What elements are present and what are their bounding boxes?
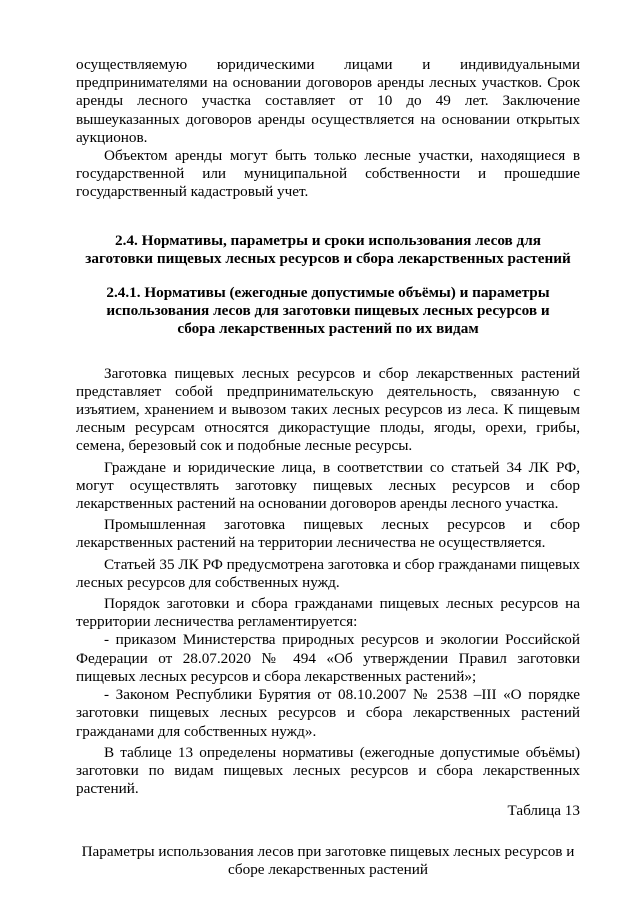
paragraph-lease-object: Объектом аренды могут быть только лесные участки, находящиеся в государственной или муниципальной собственности и прошедшие государственный кадастровый учет. (76, 147, 580, 201)
paragraph-article-35: Статьей 35 ЛК РФ предусмотрена заготовка и сбор гражданами пищевых лесных ресурсов для собственных нужд. (76, 555, 580, 591)
paragraph-citizens-rights: Граждане и юридические лица, в соответствии со статьей 34 ЛК РФ, могут осуществлять заготовку пищевых лесных ресурсов и сбор лекарственных растений на основании договоров аренды лесного участка. (76, 458, 580, 513)
list-item-ministry-order: - приказом Министерства природных ресурсов и экологии Российской Федерации от 28.07.2020 № 494 «Об утверждении Правил заготовки пищевых лесных ресурсов и сбора лекарственных растений»; (76, 631, 580, 685)
paragraph-lease-continuation: осуществляемую юридическими лицами и индивидуальными предпринимателями на основании договоров аренды лесных участков. Срок аренды лесного участка составляет от 10 до 49 лет. Заключение вышеуказанных договоров аренды осуществляется на основании открытых аукционов. (76, 56, 580, 146)
section-heading-2-4: 2.4. Нормативы, параметры и сроки использования лесов для заготовки пищевых лесных ресурсов и сбора лекарственных растений (85, 231, 571, 267)
paragraph-procedure: Порядок заготовки и сбора гражданами пищевых лесных ресурсов на территории лесничества регламентируется: (76, 595, 580, 631)
paragraph-industrial-harvesting: Промышленная заготовка пищевых лесных ресурсов и сбор лекарственных растений на территории лесничества не осуществляется. (76, 516, 580, 552)
section-heading-2-4-1: 2.4.1. Нормативы (ежегодные допустимые объёмы) и параметры использования лесов для заготовки пищевых лесных ресурсов и сбора лекарственных растений по их видам (106, 284, 550, 338)
table-title: Параметры использования лесов при заготовке пищевых лесных ресурсов и сборе лекарственных растений (81, 842, 575, 878)
paragraph-table-reference: В таблице 13 определены нормативы (ежегодные допустимые объёмы) заготовки по видам пищевых лесных ресурсов и сбора лекарственных растений. (76, 743, 580, 798)
paragraph-harvesting-definition: Заготовка пищевых лесных ресурсов и сбор лекарственных растений представляет собой предпринимательскую деятельность, связанную с изъятием, хранением и вывозом таких лесных ресурсов из леса. К пищевым лесным ресурсам относятся дикорастущие плоды, ягоды, орехи, грибы, семена, березовый сок и подобные лесные ресурсы. (76, 364, 580, 455)
list-item-buryatia-law: - Законом Республики Бурятия от 08.10.2007 № 2538 –III «О порядке заготовки пищевых лесных ресурсов и сбора лекарственных растений гражданами для собственных нужд». (76, 686, 580, 740)
table-label: Таблица 13 (507, 802, 580, 820)
